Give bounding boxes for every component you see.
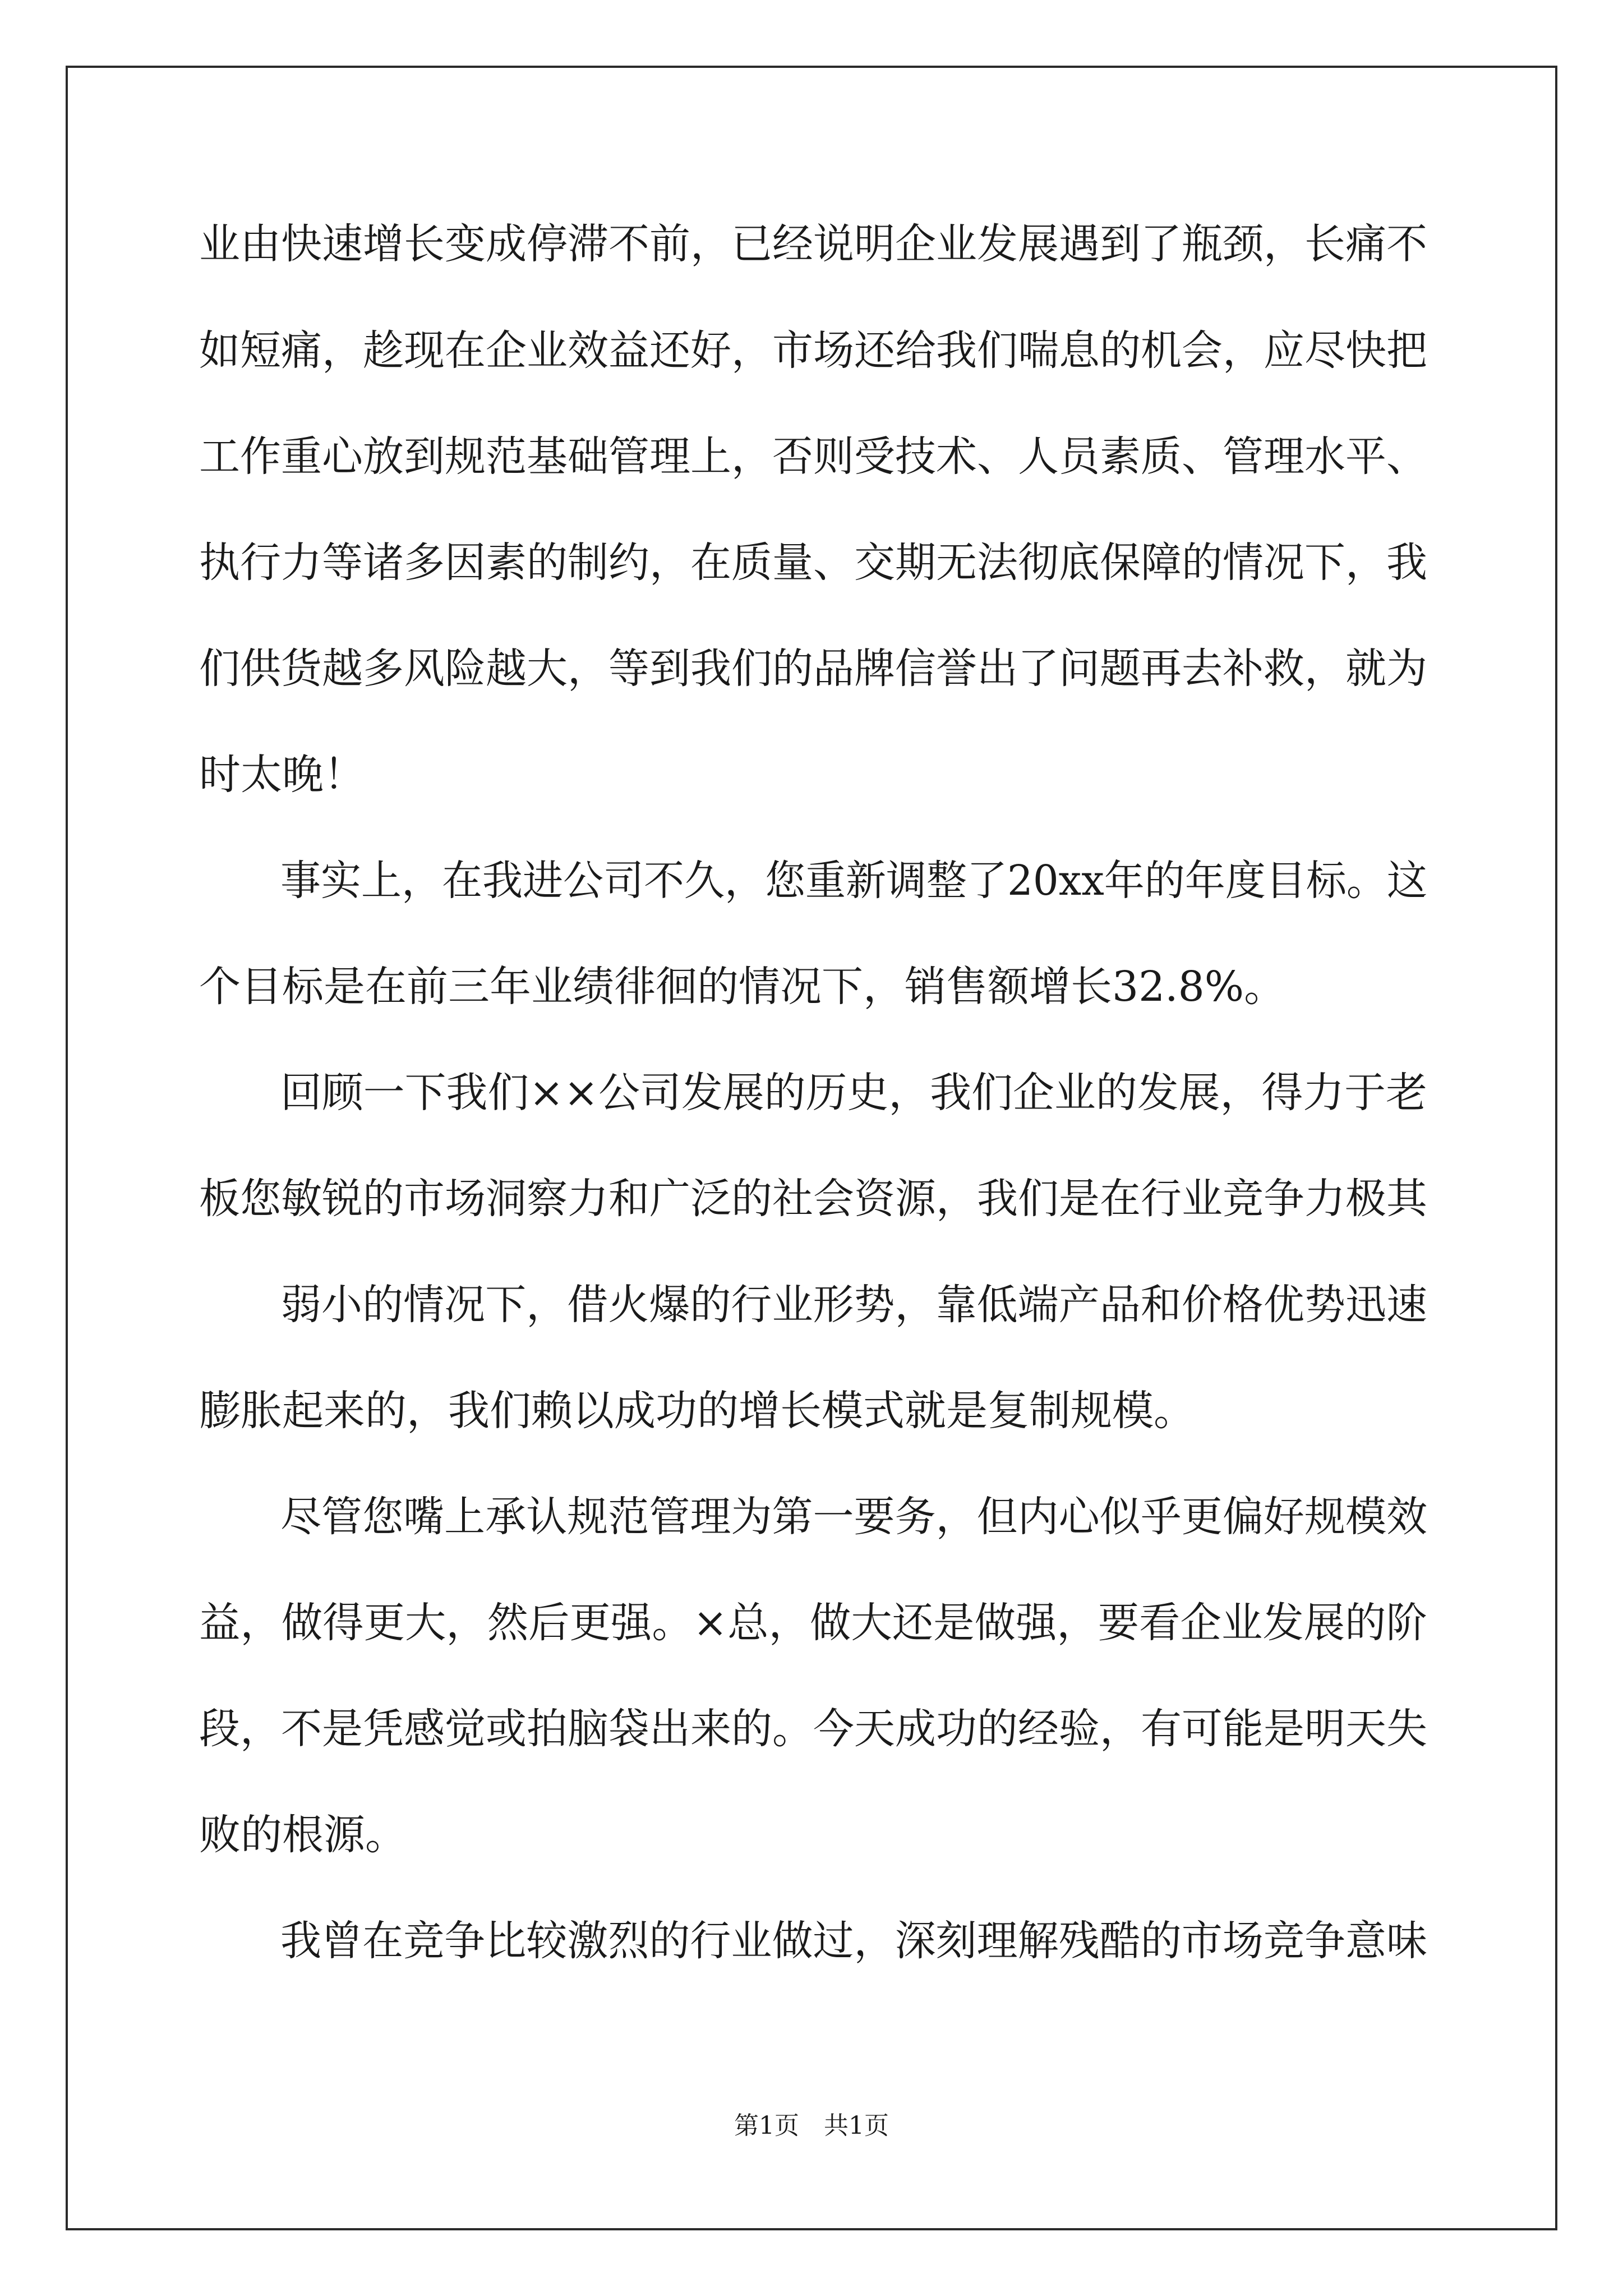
body-line-text: 工作重心放到规范基础管理上，否则受技术、人员素质、管理水平、 — [199, 432, 1428, 481]
body-line — [0, 1277, 1623, 1333]
body-line-text: 时太晚！ — [199, 751, 365, 799]
body-line — [0, 216, 1623, 272]
body-line-text: 我曾在竞争比较激烈的行业做过，深刻理解残酷的市场竞争意味 — [280, 1917, 1428, 1965]
body-line-text: 弱小的情况下，借火爆的行业形势，靠低端产品和价格优势迅速 — [280, 1281, 1428, 1329]
body-line-text: 尽管您嘴上承认规范管理为第一要务，但内心似乎更偏好规模效 — [280, 1493, 1428, 1541]
body-line-text: 执行力等诸多因素的制约，在质量、交期无法彻底保障的情况下，我 — [199, 539, 1428, 587]
body-line — [0, 1913, 1623, 1969]
body-line-text: 如短痛，趁现在企业效益还好，市场还给我们喘息的机会，应尽快把 — [199, 326, 1428, 375]
body-line — [0, 1595, 1623, 1651]
body-line-text: 益，做得更大，然后更强。×总，做大还是做强，要看企业发展的阶 — [199, 1599, 1427, 1647]
body-line — [0, 1807, 1623, 1863]
body-line-text: 事实上，在我进公司不久，您重新调整了20xx年的年度目标。这 — [280, 857, 1427, 905]
body-line — [0, 323, 1623, 379]
body-line — [0, 1489, 1623, 1545]
body-line — [0, 1701, 1623, 1757]
body-line — [0, 535, 1623, 591]
page-footer — [0, 2109, 1623, 2143]
body-line-text: 段，不是凭感觉或拍脑袋出来的。今天成功的经验，有可能是明天失 — [199, 1705, 1428, 1753]
body-line-text: 板您敏锐的市场洞察力和广泛的社会资源，我们是在行业竞争力极其 — [199, 1175, 1428, 1223]
body-line — [0, 429, 1623, 485]
body-line-text: 个目标是在前三年业绩徘徊的情况下，销售额增长32.8%。 — [199, 963, 1286, 1011]
page-number: 第1页 共1页 — [734, 2111, 889, 2140]
body-line-text: 业由快速增长变成停滞不前，已经说明企业发展遇到了瓶颈，长痛不 — [199, 220, 1428, 268]
page-border — [66, 66, 1557, 2230]
body-line-text: 膨胀起来的，我们赖以成功的增长模式就是复制规模。 — [199, 1387, 1195, 1435]
body-line — [0, 1171, 1623, 1227]
body-line-text: 回顾一下我们××公司发展的历史，我们企业的发展，得力于老 — [280, 1069, 1427, 1117]
body-line-text: 们供货越多风险越大，等到我们的品牌信誉出了问题再去补救，就为 — [199, 645, 1428, 693]
body-line — [0, 853, 1623, 909]
body-line — [0, 1383, 1623, 1439]
body-line — [0, 641, 1623, 697]
body-line — [0, 747, 1623, 803]
body-line — [0, 959, 1623, 1015]
body-line — [0, 1065, 1623, 1121]
body-line-text: 败的根源。 — [199, 1811, 407, 1859]
